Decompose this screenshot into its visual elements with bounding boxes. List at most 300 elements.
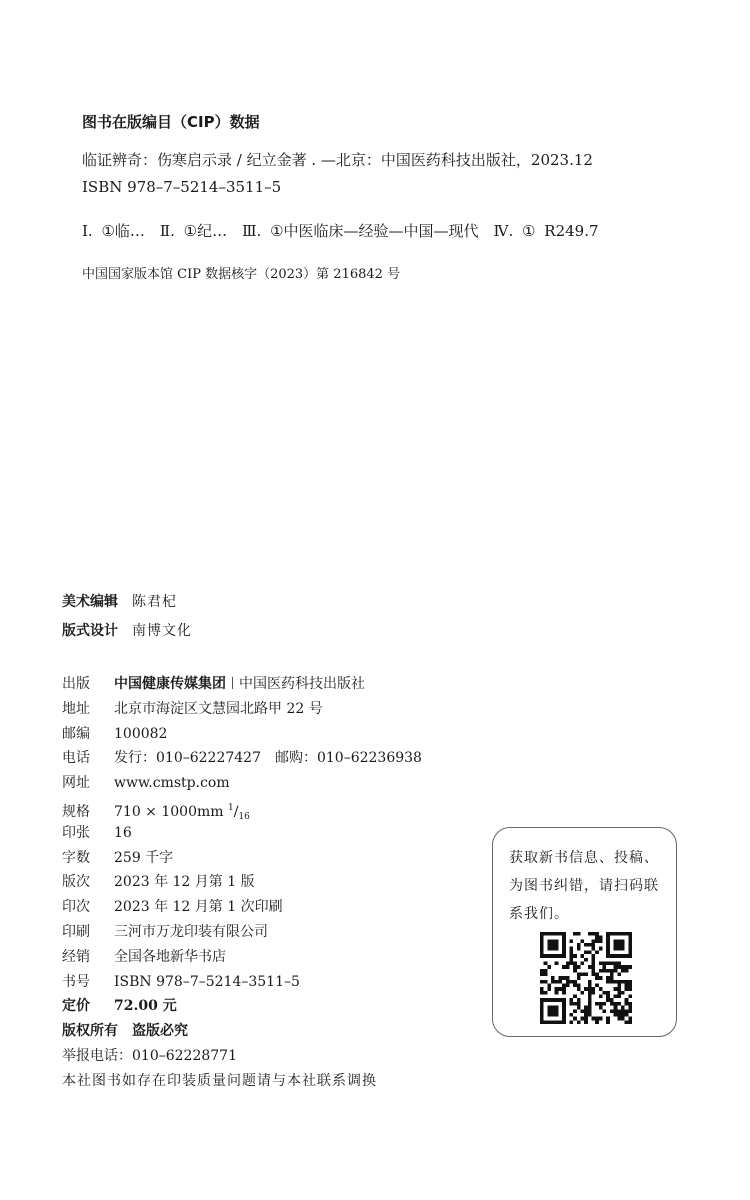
qr-module: [606, 950, 610, 954]
qr-module: [580, 939, 584, 943]
qr-module: [592, 1017, 596, 1021]
qr-module: [584, 972, 588, 976]
qr-module: [621, 932, 625, 936]
qr-module: [544, 991, 548, 995]
qr-module: [569, 958, 573, 962]
qr-module: [614, 995, 618, 999]
qr-module: [617, 932, 621, 936]
qr-module: [599, 1006, 603, 1010]
qr-module: [592, 954, 596, 958]
qr-module: [625, 954, 629, 958]
qr-module: [555, 1006, 559, 1010]
qr-module: [610, 972, 614, 976]
qr-module: [625, 980, 629, 984]
qr-module: [610, 1002, 614, 1006]
cip-title-line: 临证辨奇：伤寒启示录 / 纪立金著 . —北京：中国医药科技出版社，2023.12: [82, 151, 593, 169]
qr-module: [617, 1013, 621, 1017]
qr-module: [562, 936, 566, 940]
qr-module: [562, 984, 566, 988]
qr-module: [540, 1017, 544, 1021]
qr-module: [569, 961, 573, 965]
qr-module: [592, 932, 596, 936]
qr-module: [566, 976, 570, 980]
publisher-row: [62, 672, 482, 697]
qr-module: [614, 1013, 618, 1017]
qr-module: [603, 965, 607, 969]
qr-module: [625, 1002, 629, 1006]
qr-module: [592, 991, 596, 995]
qr-module: [555, 932, 559, 936]
qr-module: [551, 947, 555, 951]
qr-module: [577, 1006, 581, 1010]
qr-module: [569, 954, 573, 958]
row-label: 书号: [62, 973, 90, 990]
qr-module: [558, 998, 562, 1002]
qr-module: [628, 965, 632, 969]
qr-module: [573, 995, 577, 999]
website-row: [62, 771, 482, 796]
qr-module: [547, 984, 551, 988]
divider: [232, 677, 233, 689]
qr-module: [580, 991, 584, 995]
qr-module: [628, 1017, 632, 1021]
qr-module: [614, 939, 618, 943]
row-label: 出版: [62, 676, 90, 692]
qr-module: [558, 1020, 562, 1024]
qr-module: [558, 976, 562, 980]
qr-module: [628, 943, 632, 947]
qr-module: [580, 1017, 584, 1021]
qr-module: [628, 1006, 632, 1010]
qr-module: [584, 1013, 588, 1017]
row-label: 印刷: [62, 923, 90, 940]
row-value: 全国各地新华书店: [114, 948, 226, 965]
qr-module: [555, 939, 559, 943]
row-value: 三河市万龙印装有限公司: [114, 923, 268, 940]
qr-module: [558, 987, 562, 991]
rights-row: 版权所有 盗版必究: [62, 1023, 188, 1040]
qr-module: [577, 932, 581, 936]
qr-module: [562, 954, 566, 958]
qr-module: [606, 1017, 610, 1021]
credit-label: 美术编辑: [62, 594, 118, 610]
qr-module: [606, 976, 610, 980]
qr-module: [562, 965, 566, 969]
qr-module: [588, 1009, 592, 1013]
publisher-group: 中国健康传媒集团: [114, 676, 226, 692]
qr-module: [551, 980, 555, 984]
qr-module: [592, 947, 596, 951]
qr-module: [610, 932, 614, 936]
qr-module: [606, 991, 610, 995]
qr-module: [551, 1013, 555, 1017]
row-value: 北京市海淀区文慧园北路甲 22 号: [114, 700, 323, 717]
qr-module: [540, 980, 544, 984]
row-label: 印张: [62, 824, 90, 841]
qr-module: [569, 939, 573, 943]
qr-module: [584, 987, 588, 991]
qr-module: [628, 932, 632, 936]
cip-heading: 图书在版编目（CIP）数据: [82, 113, 260, 131]
qr-module: [562, 1006, 566, 1010]
publication-info: [62, 672, 482, 1094]
qr-module: [603, 1009, 607, 1013]
credit-art-editor: [62, 591, 177, 611]
qr-module: [595, 936, 599, 940]
qr-module: [625, 1013, 629, 1017]
row-label: 经销: [62, 948, 90, 965]
qr-module: [562, 987, 566, 991]
qr-module: [584, 943, 588, 947]
qr-module: [588, 950, 592, 954]
qr-module: [603, 969, 607, 973]
qr-module: [599, 1002, 603, 1006]
qr-module: [614, 965, 618, 969]
qr-module: [573, 1002, 577, 1006]
qr-module: [577, 943, 581, 947]
qr-module: [610, 969, 614, 973]
qr-module: [555, 987, 559, 991]
qr-module: [621, 954, 625, 958]
qr-module: [547, 1009, 551, 1013]
qr-module: [595, 972, 599, 976]
qr-module: [628, 947, 632, 951]
qr-module: [592, 972, 596, 976]
qr-module: [562, 1013, 566, 1017]
qr-module: [555, 1009, 559, 1013]
qr-module: [566, 961, 570, 965]
qr-module: [584, 1006, 588, 1010]
qr-module: [628, 1002, 632, 1006]
price-row: [62, 994, 482, 1019]
qr-module: [544, 972, 548, 976]
qr-module: [562, 1020, 566, 1024]
qr-module: [569, 950, 573, 954]
qr-module: [617, 1017, 621, 1021]
phone-row: [62, 746, 482, 771]
qr-module: [580, 972, 584, 976]
qr-module: [599, 936, 603, 940]
qr-module: [540, 950, 544, 954]
qr-module: [592, 961, 596, 965]
qr-module: [540, 936, 544, 940]
qr-module: [551, 939, 555, 943]
credit-value: 南博文化: [132, 623, 192, 639]
qr-module: [562, 943, 566, 947]
qr-module: [577, 987, 581, 991]
row-value: 2023 年 12 月第 1 次印刷: [114, 899, 283, 916]
qr-module: [606, 939, 610, 943]
qr-module: [558, 980, 562, 984]
qr-module: [551, 998, 555, 1002]
qr-module: [544, 954, 548, 958]
qr-module: [580, 1009, 584, 1013]
qr-module: [544, 1020, 548, 1024]
qr-module: [628, 936, 632, 940]
qr-module: [540, 991, 544, 995]
qr-module: [625, 932, 629, 936]
qr-module: [562, 950, 566, 954]
qr-module: [628, 995, 632, 999]
qr-module: [621, 1017, 625, 1021]
qr-module: [540, 987, 544, 991]
qr-module: [569, 998, 573, 1002]
qr-module: [547, 998, 551, 1002]
qr-module: [544, 932, 548, 936]
qr-module: [592, 939, 596, 943]
qr-module: [606, 969, 610, 973]
qr-module: [584, 1009, 588, 1013]
qr-module: [547, 1013, 551, 1017]
qr-module: [547, 1020, 551, 1024]
fraction-numerator: 1: [228, 802, 234, 813]
qr-module: [588, 998, 592, 1002]
qr-module: [614, 954, 618, 958]
qr-box-text: 获取新书信息、投稿、为图书纠错，请扫码联系我们。: [509, 850, 659, 922]
qr-module: [610, 998, 614, 1002]
qr-module: [606, 998, 610, 1002]
qr-module: [562, 998, 566, 1002]
row-label: 版次: [62, 874, 90, 891]
qr-module: [614, 1009, 618, 1013]
qr-module: [628, 984, 632, 988]
row-label: 邮编: [62, 725, 90, 742]
row-label: 电话: [62, 750, 90, 767]
qr-module: [551, 954, 555, 958]
qr-module: [614, 1006, 618, 1010]
qr-module: [573, 954, 577, 958]
qr-module: [625, 1020, 629, 1024]
qr-module: [617, 939, 621, 943]
qr-module: [580, 961, 584, 965]
qr-module: [540, 1006, 544, 1010]
credit-label: 版式设计: [62, 623, 118, 639]
qr-module: [610, 976, 614, 980]
qr-module: [621, 969, 625, 973]
qr-module: [573, 969, 577, 973]
qr-module: [566, 965, 570, 969]
qr-module: [558, 932, 562, 936]
qr-module: [547, 954, 551, 958]
row-value: ISBN 978–7–5214–3511–5: [114, 973, 300, 990]
qr-module: [617, 965, 621, 969]
postcode-row: [62, 722, 482, 747]
edition-row: [62, 870, 482, 895]
qr-module: [617, 984, 621, 988]
qr-module: [603, 961, 607, 965]
row-value: 16: [114, 824, 132, 841]
qr-module: [603, 991, 607, 995]
qr-module: [588, 980, 592, 984]
qr-module: [569, 980, 573, 984]
qr-module: [540, 972, 544, 976]
qr-module: [588, 965, 592, 969]
qr-module: [625, 969, 629, 973]
qr-module: [547, 939, 551, 943]
printer-row: [62, 920, 482, 945]
qr-module: [584, 1020, 588, 1024]
qr-module: [562, 939, 566, 943]
qr-module: [592, 969, 596, 973]
qr-module: [584, 1017, 588, 1021]
qr-module: [547, 1006, 551, 1010]
qr-module: [599, 995, 603, 999]
qr-module: [555, 1020, 559, 1024]
row-value: 259 千字: [114, 849, 174, 866]
qr-module: [621, 943, 625, 947]
qr-module: [562, 976, 566, 980]
printing-row: [62, 895, 482, 920]
qr-module: [569, 1020, 573, 1024]
qr-module: [599, 947, 603, 951]
qr-module: [610, 961, 614, 965]
qr-module: [592, 987, 596, 991]
qr-module: [621, 1013, 625, 1017]
qr-module: [617, 991, 621, 995]
qr-module: [573, 965, 577, 969]
qr-module: [540, 1009, 544, 1013]
qr-module: [577, 976, 581, 980]
qr-module: [588, 991, 592, 995]
qr-module: [617, 954, 621, 958]
qr-module: [592, 943, 596, 947]
qr-module: [540, 954, 544, 958]
qr-module: [547, 932, 551, 936]
qr-module: [599, 961, 603, 965]
qr-module: [595, 1017, 599, 1021]
qr-module: [555, 998, 559, 1002]
qr-module: [577, 1002, 581, 1006]
qr-module: [617, 972, 621, 976]
qr-module: [573, 1009, 577, 1013]
qr-module: [614, 987, 618, 991]
row-label: 规格: [62, 803, 90, 820]
credit-value: 陈君杞: [132, 594, 177, 610]
row-value: 发行：010–62227427 邮购：010–62236938: [114, 750, 422, 767]
qr-module: [555, 954, 559, 958]
qr-module: [628, 939, 632, 943]
qr-module: [617, 980, 621, 984]
qr-module: [588, 1002, 592, 1006]
qr-module: [617, 943, 621, 947]
row-label: 定价: [62, 998, 90, 1015]
qr-module: [603, 1002, 607, 1006]
qr-module: [577, 965, 581, 969]
qr-module: [595, 976, 599, 980]
qr-module: [588, 943, 592, 947]
distributor-row: [62, 945, 482, 970]
qr-module: [540, 1020, 544, 1024]
qr-module: [617, 947, 621, 951]
qr-module: [595, 984, 599, 988]
fraction-denominator: 16: [238, 811, 250, 822]
qr-module: [599, 1017, 603, 1021]
qr-contact-box: [492, 827, 677, 1037]
qr-module: [621, 939, 625, 943]
qr-module: [540, 998, 544, 1002]
qr-module: [577, 998, 581, 1002]
qr-module: [577, 1020, 581, 1024]
qr-module: [540, 943, 544, 947]
qr-module: [606, 947, 610, 951]
qr-module: [569, 1013, 573, 1017]
qr-module: [625, 998, 629, 1002]
row-value: 72.00 元: [114, 998, 177, 1015]
qr-module: [573, 980, 577, 984]
qr-module: [625, 1009, 629, 1013]
row-label: 地址: [62, 700, 90, 717]
qr-module: [551, 1020, 555, 1024]
qr-module: [580, 954, 584, 958]
cip-classification: Ⅰ. ①临… Ⅱ. ①纪… Ⅲ. ①中医临床—经验—中国—现代 Ⅳ. ① R249.7: [82, 222, 599, 240]
qr-module: [588, 932, 592, 936]
qr-module: [573, 932, 577, 936]
qr-module: [547, 965, 551, 969]
qr-module: [562, 1009, 566, 1013]
qr-module: [558, 954, 562, 958]
qr-module: [588, 995, 592, 999]
qr-module: [621, 1009, 625, 1013]
qr-module: [610, 980, 614, 984]
qr-module: [628, 1020, 632, 1024]
qr-module: [628, 987, 632, 991]
qr-module: [551, 932, 555, 936]
qr-module: [614, 980, 618, 984]
qr-module: [555, 947, 559, 951]
qr-module: [599, 939, 603, 943]
qr-module: [540, 939, 544, 943]
row-label: 印次: [62, 899, 90, 916]
qr-module: [566, 980, 570, 984]
qr-module: [606, 995, 610, 999]
qr-module: [599, 976, 603, 980]
qr-module: [562, 947, 566, 951]
qr-module: [573, 961, 577, 965]
qr-module: [577, 972, 581, 976]
qr-module: [588, 987, 592, 991]
qr-module: [628, 980, 632, 984]
qr-module: [606, 954, 610, 958]
qr-module: [540, 1002, 544, 1006]
report-row: 举报电话：010–62228771: [62, 1047, 237, 1064]
publisher-press: 中国医药科技出版社: [239, 676, 365, 692]
qr-module: [562, 1002, 566, 1006]
qr-module: [555, 991, 559, 995]
qr-module: [625, 965, 629, 969]
address-row: [62, 697, 482, 722]
qr-module: [614, 969, 618, 973]
qr-module: [569, 1002, 573, 1006]
qr-module: [547, 947, 551, 951]
qr-module: [621, 980, 625, 984]
website-link[interactable]: www.cmstp.com: [114, 775, 230, 792]
qr-module: [540, 932, 544, 936]
qr-module: [614, 932, 618, 936]
qr-module: [547, 943, 551, 947]
sheets-row: [62, 821, 482, 846]
qr-module: [614, 943, 618, 947]
qr-module: [562, 1017, 566, 1021]
qr-module: [614, 1002, 618, 1006]
qr-code-icon[interactable]: [540, 932, 632, 1024]
qr-module: [592, 965, 596, 969]
qr-module: [573, 1017, 577, 1021]
qr-module: [606, 961, 610, 965]
qr-module: [566, 984, 570, 988]
qr-module: [621, 947, 625, 951]
qr-module: [621, 965, 625, 969]
qr-module: [577, 984, 581, 988]
